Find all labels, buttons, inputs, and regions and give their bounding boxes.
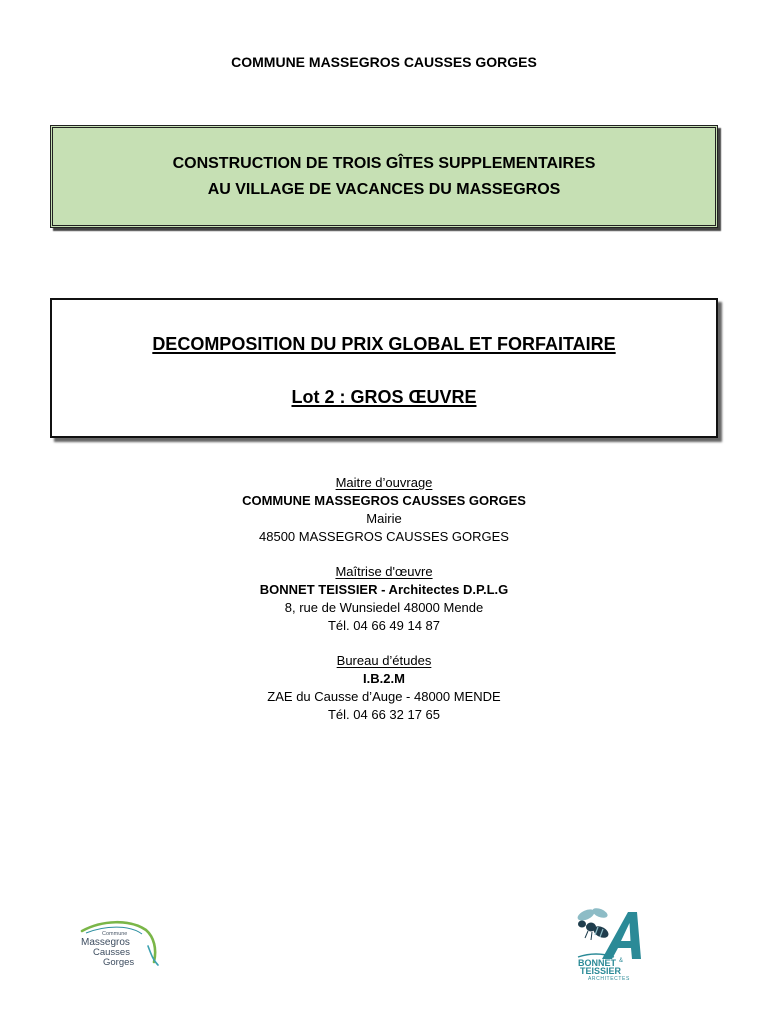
party-maitre-ouvrage [0,474,768,546]
party-detail-line: 48500 MASSEGROS CAUSSES GORGES [259,529,509,544]
party-role: Maîtrise d'œuvre [335,564,433,579]
project-title-line-2: AU VILLAGE DE VACANCES DU MASSEGROS [207,180,561,198]
architects-logo-line-1: BONNET [578,958,616,968]
bee-icon [576,906,610,940]
page-header-title: COMMUNE MASSEGROS CAUSSES GORGES [231,54,537,70]
party-name: COMMUNE MASSEGROS CAUSSES GORGES [242,493,526,508]
document-title-box [50,298,718,438]
commune-logo-line-3: Gorges [103,957,135,968]
party-maitrise-oeuvre [0,563,768,635]
architects-logo [574,904,646,982]
commune-logo-line-2: Causses [93,947,130,958]
project-title-line-1: CONSTRUCTION DE TROIS GÎTES SUPPLEMENTAIRES [172,154,596,172]
lot-title: Lot 2 : GROS ŒUVRE [291,387,477,407]
architects-logo-line-3: ARCHITECTES [588,976,630,982]
stakeholders-block [0,474,768,741]
party-role: Bureau d’études [336,653,432,668]
party-detail-line: Mairie [366,511,402,526]
document-title: DECOMPOSITION DU PRIX GLOBAL ET FORFAITAIRE [152,334,616,354]
party-detail-line: 8, rue de Wunsiedel 48000 Mende [284,600,484,615]
party-name: I.B.2.M [363,671,405,686]
party-detail-line: ZAE du Causse d’Auge - 48000 MENDE [267,689,501,704]
commune-logo-line-1: Massegros [81,937,130,948]
commune-logo-small-text: Commune [102,931,128,937]
party-role: Maitre d’ouvrage [335,475,433,490]
architects-logo-line-2: TEISSIER [580,966,622,976]
architects-logo-ampersand: & [619,958,624,964]
party-detail-line: Tél. 04 66 32 17 65 [327,707,441,722]
party-detail-line: Tél. 04 66 49 14 87 [327,618,441,633]
party-name: BONNET TEISSIER - Architectes D.P.L.G [259,582,509,597]
project-box [50,125,718,228]
commune-logo [78,918,162,968]
party-bureau-etudes [0,652,768,724]
